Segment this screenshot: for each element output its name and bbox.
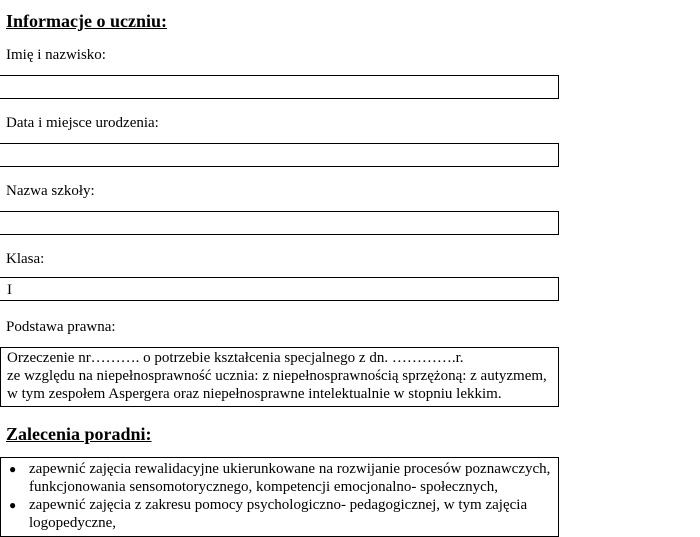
school-field[interactable] [0, 211, 559, 235]
school-value [0, 212, 558, 215]
class-value: I [7, 282, 12, 298]
name-value [0, 76, 558, 79]
name-field[interactable] [0, 75, 559, 99]
name-label: Imię i nazwisko: [6, 47, 106, 63]
bullet-icon: ● [9, 462, 17, 476]
recommendations-list [0, 457, 559, 537]
legal-basis-line: ze względu na niepełnosprawność ucznia: z niepełnosprawnością sprzężoną: z autyzmem, [7, 368, 547, 384]
list-item-line: funkcjonowania sensomotorycznego, kompetencji emocjonalno- społecznych, [29, 479, 499, 495]
class-label: Klasa: [6, 251, 45, 267]
birth-field[interactable] [0, 143, 559, 167]
class-field[interactable] [0, 277, 559, 301]
legal-basis-box [0, 347, 559, 407]
list-item-line: zapewnić zajęcia z zakresu pomocy psychologiczno- pedagogicznej, w tym zajęcia [29, 497, 528, 513]
student-info-heading: Informacje o uczniu: [6, 11, 167, 31]
birth-label: Data i miejsce urodzenia: [6, 115, 159, 131]
list-item [1, 460, 558, 496]
bullet-icon: ● [9, 498, 17, 512]
school-label: Nazwa szkoły: [6, 183, 95, 199]
recommendations-heading: Zalecenia poradni: [6, 424, 152, 444]
list-item [1, 496, 558, 532]
legal-basis-line: w tym zespołem Aspergera oraz niepełnosprawne intelektualnie w stopniu lekkim. [7, 386, 502, 402]
legal-basis-label: Podstawa prawna: [6, 319, 116, 335]
list-item-line: zapewnić zajęcia rewalidacyjne ukierunkowane na rozwijanie procesów poznawczych, [29, 461, 551, 477]
legal-basis-line: Orzeczenie nr………. o potrzebie kształcenia specjalnego z dn. ………….r. [7, 350, 464, 366]
birth-value [0, 144, 558, 147]
list-item-line: logopedyczne, [29, 515, 117, 531]
